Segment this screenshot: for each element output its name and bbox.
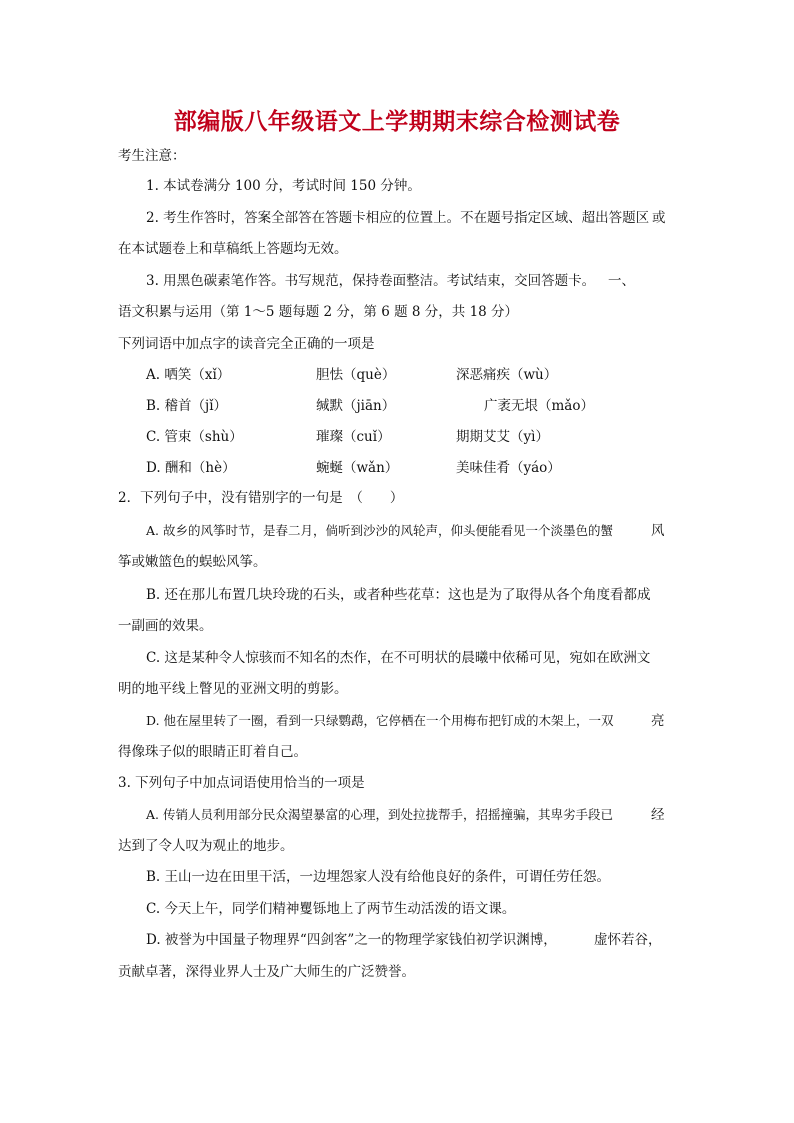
q2-option-a: A. 故乡的风筝时节，是春二月，倘听到沙沙的风轮声，仰头便能看见一个淡墨色的蟹 [146,523,613,538]
notice-2: 2. 考生作答时，答案全部答在答题卡相应的位置上。不在题号指定区域、超出答题区 [146,210,650,226]
q1-option-a-2: 胆怯（què） [316,367,396,383]
q3-option-a: A. 传销人员利用部分民众渴望暴富的心理，到处拉拢帮手，招摇撞骗，其卑劣手段已 [146,807,613,822]
q2-option-d: D. 他在屋里转了一圈，看到一只绿鹦鹉，它停栖在一个用梅布把钉成的木架上，一双 [146,713,614,728]
q1-option-c-1: C. 管束（shù） [146,429,243,445]
q1-option-b-3: 广袤无垠（mǎo） [484,398,594,414]
q2-option-c: C. 这是某种令人惊骇而不知名的杰作，在不可明状的晨曦中依稀可见，宛如在欧洲文 [146,650,651,666]
q1-option-d-1: D. 酬和（hè） [146,460,236,476]
q1-option-c-3: 期期艾艾（yì） [456,429,549,445]
q1-option-b-1: B. 稽首（jǐ） [146,398,228,414]
q2-stem: 2．下列句子中，没有错别字的一句是 （ ） [118,490,404,506]
notice-2-tail: 或 [652,210,666,226]
section-number: 一、 [608,273,635,289]
q1-option-a-1: A. 哂笑（xǐ） [146,367,231,383]
notice-1: 1. 本试卷满分 100 分，考试时间 150 分钟。 [146,178,421,194]
q2-option-b-cont: 一副画的效果。 [118,618,213,634]
q1-option-b-2: 缄默（jiān） [316,398,396,414]
q2-option-b: B. 还在那儿布置几块玲珑的石头，或者种些花草：这也是为了取得从各个角度看都成 [146,587,651,603]
q3-option-d: D. 被誉为中国量子物理界“四剑客”之一的物理学家钱伯初学识渊博， [146,932,557,948]
section-heading: 语文积累与运用（第 1～5 题每题 2 分，第 6 题 8 分，共 18 分） [118,304,519,320]
q3-option-a-cont: 达到了令人叹为观止的地步。 [118,838,294,854]
q1-option-c-2: 璀璨（cuǐ） [316,429,391,445]
notice-2-cont: 在本试题卷上和草稿纸上答题均无效。 [118,241,348,257]
q2-option-d-cont: 得像珠子似的眼睛正盯着自己。 [118,744,307,760]
q1-stem: 下列词语中加点字的读音完全正确的一项是 [118,336,375,352]
q2-option-a-tail: 风 [651,523,665,539]
q2-option-a-cont: 筝或嫩篮色的蜈蚣风筝。 [118,554,267,570]
q3-option-c: C. 今天上午，同学们精神矍铄地上了两节生动活泼的语文课。 [146,901,516,917]
page-title: 部编版八年级语文上学期期末综合检测试卷 [173,108,621,135]
q2-option-c-cont: 明的地平线上瞥见的亚洲文明的剪影。 [118,681,348,697]
q1-option-d-3: 美味佳肴（yáo） [456,460,561,476]
q3-option-b: B. 王山一边在田里干活，一边埋怨家人没有给他良好的条件，可谓任劳任怨。 [146,869,611,885]
notice-heading: 考生注意： [118,148,186,164]
q3-stem: 3. 下列句子中加点词语使用恰当的一项是 [118,775,365,791]
q1-option-a-3: 深恶痛疾（wù） [456,367,558,383]
q3-option-d-tail: 虚怀若谷， [594,932,662,948]
q1-option-d-2: 蜿蜒（wǎn） [316,460,399,476]
q2-option-d-tail: 亮 [651,713,665,729]
notice-3: 3. 用黑色碳素笔作答。书写规范，保持卷面整洁。考试结束，交回答题卡。 [146,273,596,289]
q3-option-a-tail: 经 [651,807,665,823]
q3-option-d-cont: 贡献卓著，深得业界人士及广大师生的广泛赞誉。 [118,964,415,980]
